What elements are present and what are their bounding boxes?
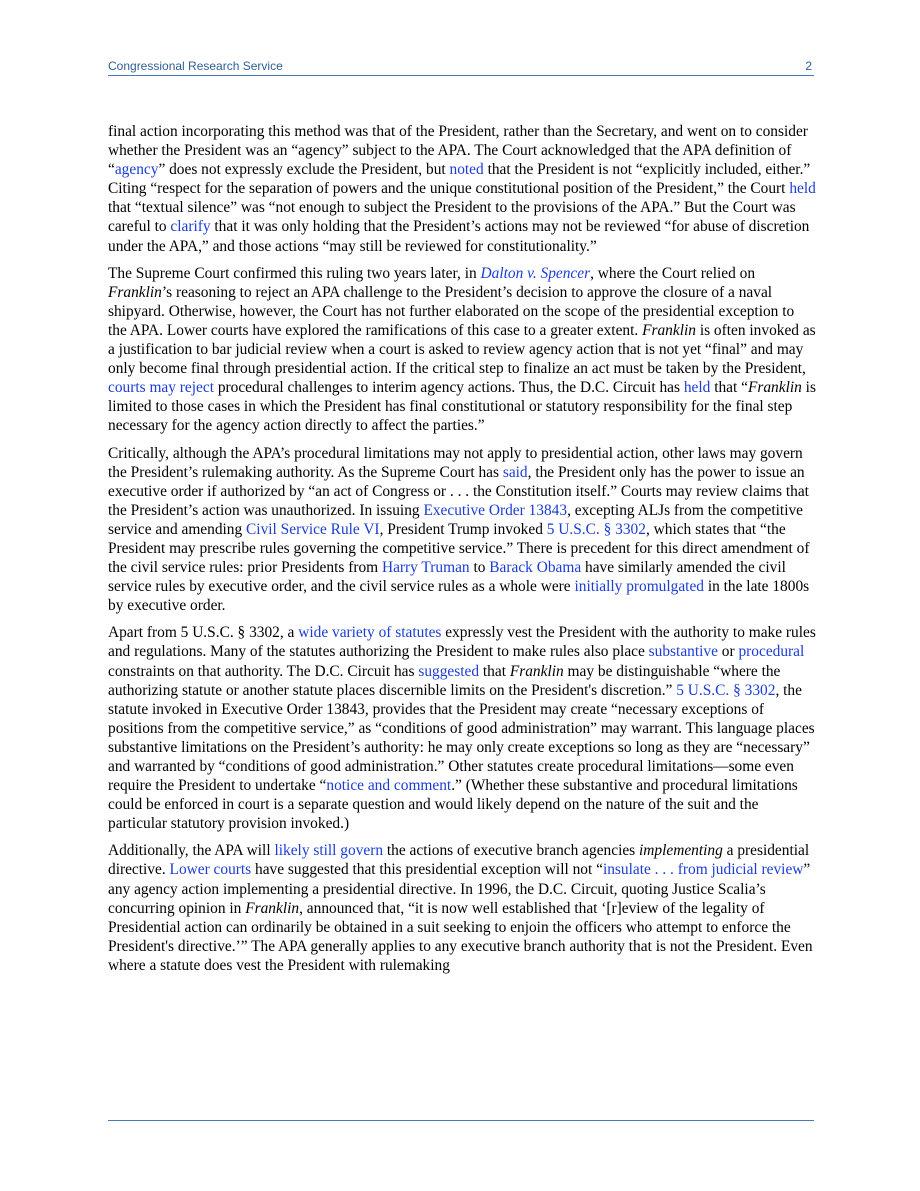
link-suggested[interactable]: suggested (418, 662, 480, 680)
text-run: a presidential directive. (108, 842, 810, 879)
text-run: have suggested that this presidential exception will not “ (251, 861, 603, 879)
text-run: the actions of executive branch agencies (383, 842, 640, 860)
text-run: that (479, 662, 510, 680)
paragraph-5 (108, 841, 816, 975)
text-run: procedural challenges to interim agency actions. Thus, the D.C. Circuit has (213, 379, 684, 397)
link-barack-obama[interactable]: Barack Obama (489, 559, 582, 577)
text-run: is limited to those cases in which the President has final constitutional or statutory responsibility for the final step necessary for the agency action directly to affect the parties.” (108, 379, 816, 435)
link-agency[interactable]: agency (114, 161, 159, 179)
link-courts-may-reject[interactable]: courts may reject (108, 379, 214, 397)
link-dalton-v-spencer[interactable]: Dalton v. Spencer (480, 264, 591, 282)
text-run: The Supreme Court confirmed this ruling two years later, in (108, 264, 481, 282)
text-run: to (469, 559, 490, 577)
text-run: ” any agency action implementing a presidential directive. In 1996, the D.C. Circuit, quoting Justice Scalia’s concurring opinion in (108, 861, 811, 917)
case-name-italic: Franklin (245, 899, 300, 917)
link-likely-still-govern[interactable]: likely still govern (274, 842, 384, 860)
text-run: Critically, although the APA’s procedural limitations may not apply to presidential action, other laws may govern the President’s rulemaking authority. As the Supreme Court has (108, 444, 803, 481)
link-5-usc-3302[interactable]: 5 U.S.C. § 3302 (546, 520, 646, 538)
text-run: , President Trump invoked (379, 520, 547, 538)
link-held[interactable]: held (789, 180, 816, 198)
text-run: ’s reasoning to reject an APA challenge to the President’s decision to approve the closure of a naval shipyard. Otherwise, however, the Court has not further elaborated on the scope of the presidential exception to the APA. Lower courts have explored the ramifications of this case to a greater extent. (108, 283, 795, 339)
case-name-italic: Franklin (642, 321, 696, 339)
text-run: expressly vest the President with the authority to make rules and regulations. Many of the statutes authorizing the President to make rules also place (108, 624, 816, 661)
paragraph-2 (108, 264, 816, 436)
page-header (108, 58, 814, 76)
link-executive-order-13843[interactable]: Executive Order 13843 (423, 501, 568, 519)
case-name-italic: Franklin (108, 283, 162, 301)
link-said[interactable]: said (502, 463, 528, 481)
link-wide-variety-of-statutes[interactable]: wide variety of statutes (298, 624, 442, 642)
footer-rule (108, 1120, 814, 1121)
text-run: have similarly amended the civil service rules by executive order, and the civil service rules as a whole were (108, 559, 786, 596)
text-run: that it was only holding that the President’s actions may not be reviewed “for abuse of discretion under the APA,” and those actions “may still be reviewed for constitutionality.” (108, 218, 810, 255)
case-name-italic: Franklin (747, 379, 802, 397)
text-run: that “textual silence” was “not enough to subject the President to the provisions of the APA.” But the Court was careful to (108, 199, 796, 236)
link-notice-and-comment[interactable]: notice and comment (326, 777, 452, 795)
text-run: in the late 1800s by executive order. (108, 578, 810, 615)
text-run: that “ (710, 379, 748, 397)
text-run: Apart from 5 U.S.C. § 3302, a (108, 624, 299, 642)
text-run: , the President only has the power to issue an executive order if authorized by “an act of Congress or . . . the Constitution itself.” Courts may review claims that the President’s action was unauthorized. In issuing (108, 463, 809, 519)
text-run: or (717, 643, 739, 661)
link-insulate-from-judicial-review[interactable]: insulate . . . from judicial review (602, 861, 804, 879)
link-noted[interactable]: noted (449, 161, 484, 179)
document-body (108, 122, 816, 983)
link-initially-promulgated[interactable]: initially promulgated (574, 578, 704, 596)
text-run: Additionally, the APA will (108, 842, 275, 860)
link-clarify[interactable]: clarify (170, 218, 211, 236)
paragraph-4 (108, 623, 816, 833)
text-run: , where the Court relied on (590, 264, 756, 282)
link-civil-service-rule-vi[interactable]: Civil Service Rule VI (246, 520, 380, 538)
text-run: .” (Whether these substantive and procedural limitations could be enforced in court is a separate question and would likely depend on the nature of the suit and the particular statutory provision invoked.) (108, 777, 798, 833)
text-run: , excepting ALJs from the competitive service and amending (108, 501, 803, 538)
header-source: Congressional Research Service (108, 59, 283, 73)
page-number: 2 (805, 59, 812, 73)
paragraph-3 (108, 444, 816, 616)
text-run: final action incorporating this method was that of the President, rather than the Secretary, and went on to consider whether the President was an “agency” subject to the APA. The Court acknowledged that the APA definition of “ (108, 123, 808, 179)
text-run: constraints on that authority. The D.C. Circuit has (108, 662, 419, 680)
text-run: may be distinguishable “where the authorizing statute or another statute places discernible limits on the President's discretion.” (108, 662, 781, 699)
text-run: , announced that, “it is now well established that ‘[r]eview of the legality of Presidential action can ordinarily be obtained in a suit seeking to enjoin the officers who attempt to enforce the President's directive.’” The APA generally applies to any executive branch authority that is not the President. Even where a statute does vest the President with rulemaking (108, 899, 813, 974)
text-run: ” does not expressly exclude the President, but (158, 161, 450, 179)
text-run: , which states that “the President may prescribe rules governing the competitive service.” There is precedent for this direct amendment of the civil service rules: prior Presidents from (108, 520, 810, 577)
link-held[interactable]: held (683, 379, 711, 397)
emphasis-italic: implementing (639, 842, 723, 860)
link-5-usc-3302[interactable]: 5 U.S.C. § 3302 (676, 681, 776, 699)
link-harry-truman[interactable]: Harry Truman (381, 559, 470, 577)
link-lower-courts[interactable]: Lower courts (169, 861, 252, 879)
text-run: that the President is not “explicitly included, either.” Citing “respect for the separation of powers and the unique constitutional position of the President,” the Court (108, 161, 811, 198)
case-name-italic: Franklin (509, 662, 564, 680)
link-substantive[interactable]: substantive (648, 643, 718, 661)
text-run: , the statute invoked in Executive Order 13843, provides that the President may create “necessary exceptions of positions from the competitive service,” as “conditions of good administration” may warrant. This language places substantive limitations on the President’s authority: he may only create exceptions so long as they are “necessary” and warranted by “conditions of good administration.” Other statutes create procedural limitations—some even require the President to undertake “ (108, 681, 815, 795)
text-run: is often invoked as a justification to bar judicial review when a court is asked to review agency action that is not yet “final” and may only become final through presidential action. If the critical step to finalize an act must be taken by the President, (108, 321, 816, 378)
paragraph-1 (108, 122, 816, 256)
link-procedural[interactable]: procedural (738, 643, 805, 661)
